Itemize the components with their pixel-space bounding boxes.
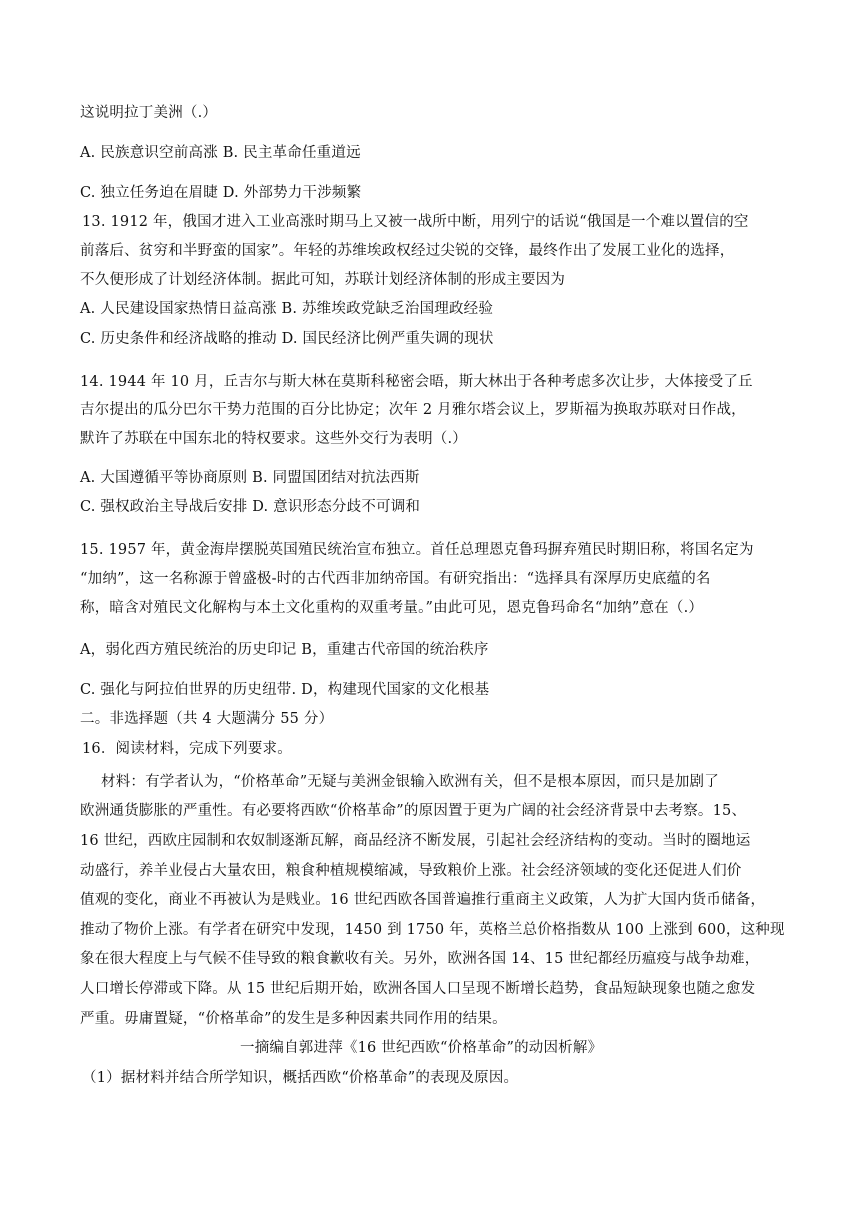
q14-line-2: 吉尔提出的瓜分巴尔干势力范围的百分比协定；次年 2 月雅尔塔会议上，罗斯福为换取苏联对日作战， <box>80 402 746 418</box>
q14-line-1: 14. 1944 年 10 月，丘吉尔与斯大林在莫斯科秘密会晤，斯大林出于各种考虑多次让步，大体接受了丘 <box>80 374 753 390</box>
q12-option-line-1: A. 民族意识空前高涨 B. 民主革命任重道远 <box>80 145 361 161</box>
q16-material-line-1: 材料：有学者认为，“价格革命”无疑与美洲金银输入欧洲有关，但不是根本原因，而只是加剧了 <box>101 774 719 790</box>
q15-line-1: 15. 1957 年，黄金海岸摆脱英国殖民统治宣布独立。首任总理恩克鲁玛摒弃殖民时期旧称，将国名定为 <box>80 542 754 558</box>
section2-heading: 二。非选择题（共 4 大题满分 55 分） <box>80 711 334 727</box>
q16-material-line-5: 值观的变化，商业不再被认为是贱业。16 世纪西欧各国普遍推行重商主义政策，人为扩大国内货币储备， <box>80 892 766 908</box>
q16-material-line-9: 严重。毋庸置疑，“价格革命”的发生是多种因素共同作用的结果。 <box>80 1011 507 1027</box>
q16-material-line-6: 推动了物价上涨。有学者在研究中发现，1450 到 1750 年，英格兰总价格指数从 100 上涨到 600，这种现 <box>80 922 785 938</box>
q16-subquestion-1: （1）据材料并结合所学知识，概括西欧“价格革命”的表现及原因。 <box>82 1070 519 1086</box>
q16-material-line-3: 16 世纪，西欧庄园制和农奴制逐渐瓦解，商品经济不断发展，引起社会经济结构的变动。当时的圈地运 <box>80 833 751 849</box>
q15-option-line-2: C. 强化与阿拉伯世界的历史纽带. D，构建现代国家的文化根基 <box>80 682 490 698</box>
q13-option-line-2: C. 历史条件和经济战略的推动 D. 国民经济比例严重失调的现状 <box>80 331 494 347</box>
q14-line-3: 默许了苏联在中国东北的特权要求。这些外交行为表明（.） <box>80 431 468 447</box>
q16-title: 16．阅读材料，完成下列要求。 <box>82 741 292 757</box>
q12-stem-end: 这说明拉丁美洲（.） <box>80 105 218 121</box>
q16-material-line-2: 欧洲通货膨胀的严重性。有必要将西欧“价格革命”的原因置于更为广阔的社会经济背景中去考察。15、 <box>80 803 747 819</box>
q16-material-line-7: 象在很大程度上与气候不佳导致的粮食歉收有关。另外，欧洲各国 14、15 世纪都经历瘟疫与战争劫难， <box>80 951 760 967</box>
q16-material-line-4: 动盛行，养羊业侵占大量农田，粮食种植规模缩减，导致粮价上涨。社会经济领域的变化还促进人们价 <box>80 863 742 879</box>
q16-source-citation: 一摘编自郭进萍《16 世纪西欧“价格革命”的动因析解》 <box>240 1040 603 1056</box>
q13-line-1: 13. 1912 年，俄国才进入工业高涨时期马上又被一战所中断，用列宁的话说“俄国是一个难以置信的空 <box>82 214 749 230</box>
q15-line-3: 称，暗含对殖民文化解构与本土文化重构的双重考量。”由此可见，恩克鲁玛命名“加纳”意在（.） <box>80 600 704 616</box>
q13-line-2: 前落后、贫穷和半野蛮的国家”。年轻的苏维埃政权经过尖锐的交锋，最终作出了发展工业化的选择， <box>80 243 735 259</box>
q13-option-line-1: A. 人民建设国家热情日益高涨 B. 苏维埃政党缺乏治国理政经验 <box>80 301 494 317</box>
q12-option-line-2: C. 独立任务迫在眉睫 D. 外部势力干涉频繁 <box>80 185 362 201</box>
q14-option-line-1: A. 大国遵循平等协商原则 B. 同盟国团结对抗法西斯 <box>80 470 420 486</box>
q14-option-line-2: C. 强权政治主导战后安排 D. 意识形态分歧不可调和 <box>80 499 421 515</box>
q16-material-line-8: 人口增长停滞或下降。从 15 世纪后期开始，欧洲各国人口呈现不断增长趋势，食品短缺现象也随之愈发 <box>80 981 756 997</box>
q13-line-3: 不久便形成了计划经济体制。据此可知，苏联计划经济体制的形成主要因为 <box>80 272 566 288</box>
q15-option-line-1: A，弱化西方殖民统治的历史印记 B，重建古代帝国的统治秩序 <box>80 642 489 658</box>
q15-line-2: “加纳”，这一名称源于曾盛极-时的古代西非加纳帝国。有研究指出：“选择具有深厚历史底蕴的名 <box>80 571 711 587</box>
